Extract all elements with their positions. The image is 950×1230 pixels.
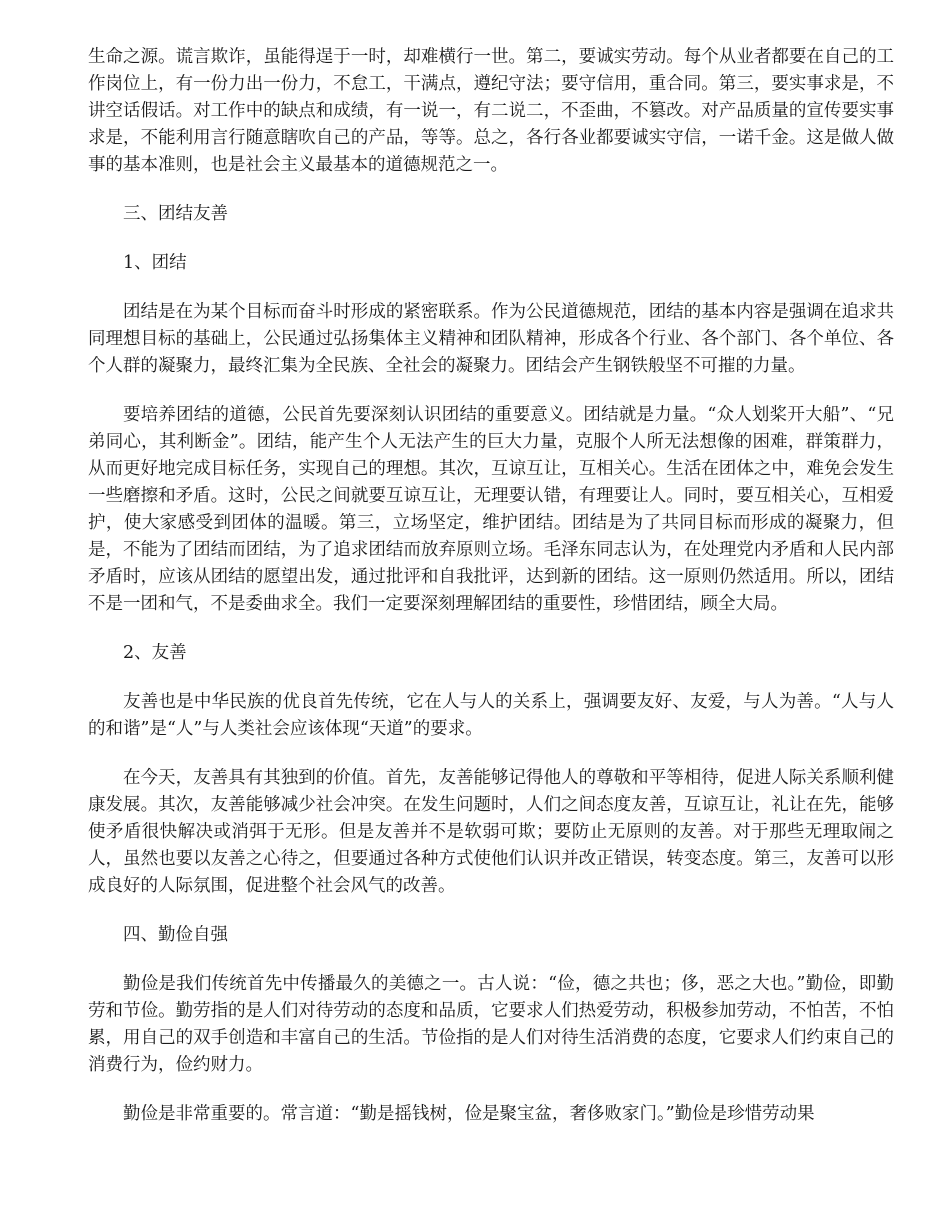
section-heading-unity-friendliness: 三、团结友善 <box>123 204 228 224</box>
document-page <box>88 44 894 1150</box>
paragraph-honesty-continued: 生命之源。谎言欺诈，虽能得逞于一时，却难横行一世。第二，要诚实劳动。每个从业者都要在自己的工作岗位上，有一份力出一份力，不怠工，干满点，遵纪守法；要守信用，重合同。第三，要实事求是，不讲空话假话。对工作中的缺点和成绩，有一说一，有二说二，不歪曲，不篡改。对产品质量的宣传要实事求是，不能利用言行随意瞎吹自己的产品，等等。总之，各行各业都要诚实守信，一诺千金。这是做人做事的基本准则，也是社会主义最基本的道德规范之一。 <box>88 47 894 175</box>
section-heading-diligence-frugality: 四、勤俭自强 <box>123 925 228 945</box>
paragraph-friendliness-tradition: 友善也是中华民族的优良首先传统，它在人与人的关系上，强调要友好、友爱，与人为善。“人与人的和谐”是“人”与人类社会应该体现“天道”的要求。 <box>88 692 894 739</box>
paragraph-friendliness-value: 在今天，友善具有其独到的价值。首先，友善能够记得他人的尊敬和平等相待，促进人际关系顺利健康发展。其次，友善能够减少社会冲突。在发生问题时，人们之间态度友善，互谅互让，礼让在先，能够使矛盾很快解决或消弭于无形。但是友善并不是软弱可欺；要防止无原则的友善。对于那些无理取闹之人，虽然也要以友善之心待之，但要通过各种方式使他们认识并改正错误，转变态度。第三，友善可以形成良好的人际氛围，促进整个社会风气的改善。 <box>88 768 894 896</box>
paragraph-diligence-definition: 勤俭是我们传统首先中传播最久的美德之一。古人说：“俭，德之共也；侈，恶之大也。”勤俭，即勤劳和节俭。勤劳指的是人们对待劳动的态度和品质，它要求人们热爱劳动，积极参加劳动，不怕苦，不怕累，用自己的双手创造和丰富自己的生活。节俭指的是人们对待生活消费的态度，它要求人们约束自己的消费行为，俭约财力。 <box>88 974 894 1075</box>
subsection-heading-friendliness: 2、友善 <box>123 643 187 663</box>
paragraph-unity-definition: 团结是在为某个目标而奋斗时形成的紧密联系。作为公民道德规范，团结的基本内容是强调在追求共同理想目标的基础上，公民通过弘扬集体主义精神和团队精神，形成各个行业、各个部门、各个单位、各个人群的凝聚力，最终汇集为全民族、全社会的凝聚力。团结会产生钢铁般坚不可摧的力量。 <box>88 302 894 376</box>
paragraph-unity-cultivation: 要培养团结的道德，公民首先要深刻认识团结的重要意义。团结就是力量。“众人划桨开大船”、“兄弟同心，其利断金”。团结，能产生个人无法产生的巨大力量，克服个人所无法想像的困难，群策群力，从而更好地完成目标任务，实现自己的理想。其次，互谅互让，互相关心。生活在团体之中，难免会发生一些磨擦和矛盾。这时，公民之间就要互谅互让，无理要认错，有理要让人。同时，要互相关心，互相爱护，使大家感受到团体的温暖。第三，立场坚定，维护团结。团结是为了共同目标而形成的凝聚力，但是，不能为了团结而团结，为了追求团结而放弃原则立场。毛泽东同志认为，在处理党内矛盾和人民内部矛盾时，应该从团结的愿望出发，通过批评和自我批评，达到新的团结。这一原则仍然适用。所以，团结不是一团和气，不是委曲求全。我们一定要深刻理解团结的重要性，珍惜团结，顾全大局。 <box>88 405 894 614</box>
paragraph-diligence-importance: 勤俭是非常重要的。常言道：“勤是摇钱树，俭是聚宝盆，奢侈败家门。”勤俭是珍惜劳动果 <box>123 1104 815 1124</box>
subsection-heading-unity: 1、团结 <box>123 253 187 273</box>
